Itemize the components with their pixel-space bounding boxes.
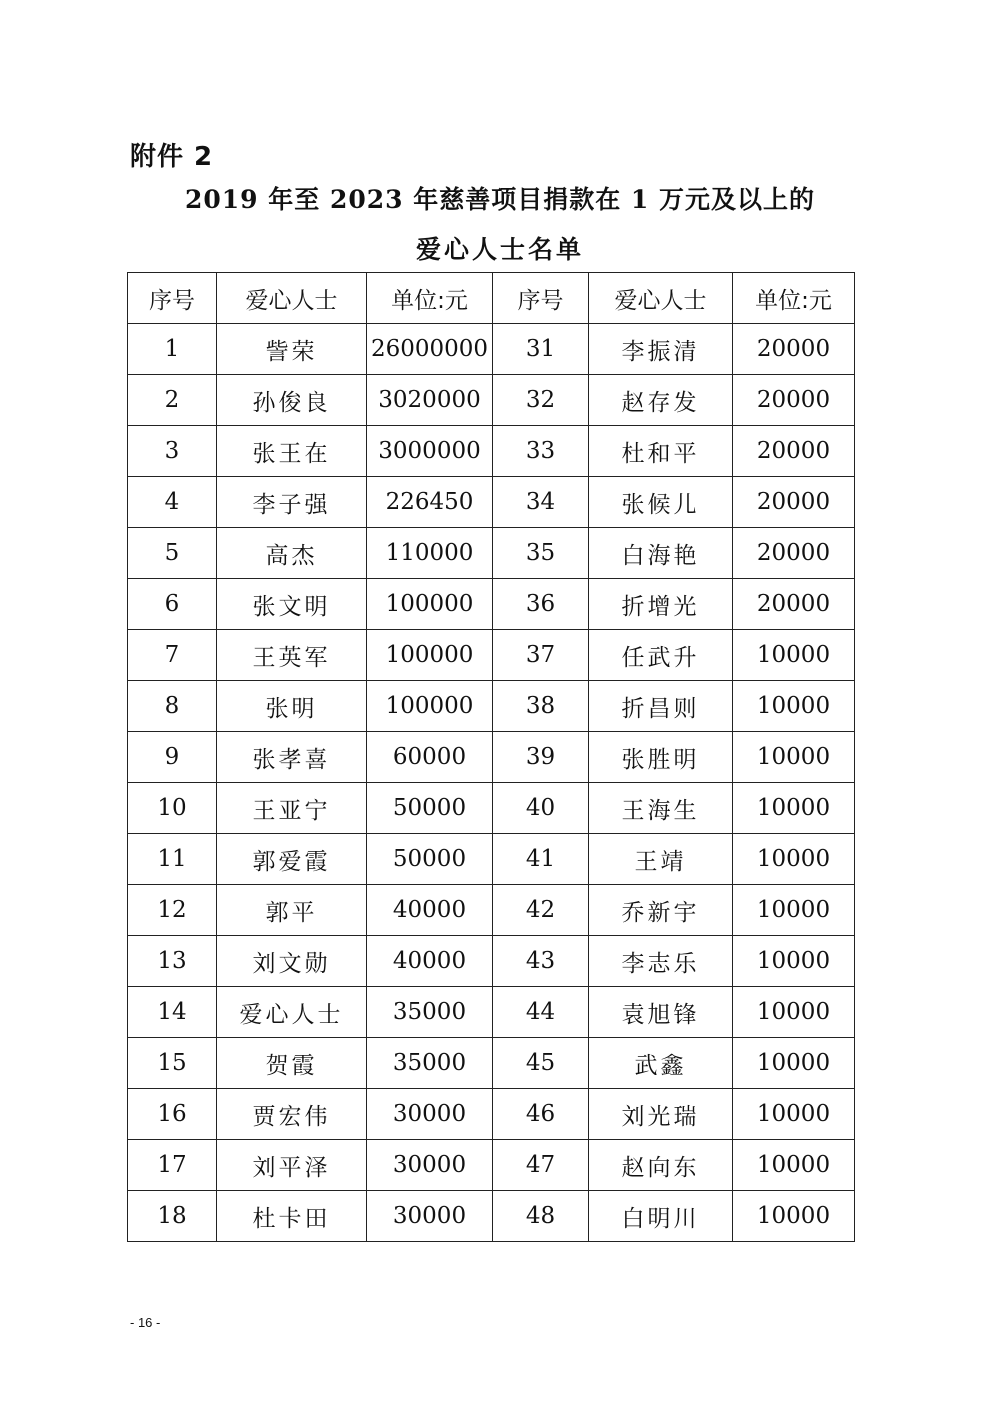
cell-donor-right: 赵存发 xyxy=(589,375,733,426)
cell-donor-left: 王亚宁 xyxy=(217,783,367,834)
cell-amount-left: 50000 xyxy=(367,834,493,885)
cell-index-left: 6 xyxy=(128,579,217,630)
cell-donor-right: 任武升 xyxy=(589,630,733,681)
cell-donor-left: 刘文勋 xyxy=(217,936,367,987)
header-donor-right: 爱心人士 xyxy=(589,273,733,324)
cell-amount-left: 100000 xyxy=(367,579,493,630)
cell-index-left: 13 xyxy=(128,936,217,987)
cell-amount-left: 40000 xyxy=(367,885,493,936)
cell-amount-right: 10000 xyxy=(733,732,855,783)
cell-index-right: 44 xyxy=(493,987,589,1038)
table-header-row xyxy=(128,273,855,324)
cell-index-right: 38 xyxy=(493,681,589,732)
cell-amount-left: 30000 xyxy=(367,1191,493,1242)
cell-amount-right: 10000 xyxy=(733,834,855,885)
cell-donor-left: 贾宏伟 xyxy=(217,1089,367,1140)
cell-amount-left: 35000 xyxy=(367,1038,493,1089)
cell-amount-right: 10000 xyxy=(733,1089,855,1140)
table-row xyxy=(128,1140,855,1191)
cell-index-left: 17 xyxy=(128,1140,217,1191)
cell-amount-right: 10000 xyxy=(733,1140,855,1191)
cell-donor-left: 刘平泽 xyxy=(217,1140,367,1191)
cell-donor-left: 王英军 xyxy=(217,630,367,681)
cell-amount-right: 10000 xyxy=(733,630,855,681)
cell-donor-right: 张胜明 xyxy=(589,732,733,783)
document-title-line1: 2019 年至 2023 年慈善项目捐款在 1 万元及以上的 xyxy=(184,185,816,214)
table-row xyxy=(128,987,855,1038)
cell-donor-right: 白明川 xyxy=(589,1191,733,1242)
table-row xyxy=(128,426,855,477)
table-row xyxy=(128,324,855,375)
cell-amount-right: 20000 xyxy=(733,579,855,630)
cell-donor-right: 乔新宇 xyxy=(589,885,733,936)
table-row xyxy=(128,783,855,834)
header-amount-left: 单位:元 xyxy=(367,273,493,324)
table-row xyxy=(128,1191,855,1242)
cell-index-left: 7 xyxy=(128,630,217,681)
table-row xyxy=(128,936,855,987)
header-amount-right: 单位:元 xyxy=(733,273,855,324)
cell-donor-left: 爱心人士 xyxy=(217,987,367,1038)
cell-amount-left: 100000 xyxy=(367,630,493,681)
table-row xyxy=(128,579,855,630)
cell-index-right: 40 xyxy=(493,783,589,834)
cell-amount-left: 110000 xyxy=(367,528,493,579)
cell-amount-right: 20000 xyxy=(733,375,855,426)
cell-index-left: 1 xyxy=(128,324,217,375)
cell-amount-left: 35000 xyxy=(367,987,493,1038)
cell-donor-left: 张明 xyxy=(217,681,367,732)
donor-table xyxy=(127,272,855,1242)
cell-amount-right: 10000 xyxy=(733,936,855,987)
cell-amount-left: 3000000 xyxy=(367,426,493,477)
cell-amount-right: 10000 xyxy=(733,783,855,834)
cell-amount-left: 226450 xyxy=(367,477,493,528)
cell-index-right: 37 xyxy=(493,630,589,681)
cell-amount-left: 30000 xyxy=(367,1140,493,1191)
cell-index-right: 42 xyxy=(493,885,589,936)
cell-amount-right: 20000 xyxy=(733,477,855,528)
cell-amount-right: 20000 xyxy=(733,324,855,375)
table-row xyxy=(128,681,855,732)
cell-index-right: 46 xyxy=(493,1089,589,1140)
cell-donor-right: 折增光 xyxy=(589,579,733,630)
cell-donor-right: 折昌则 xyxy=(589,681,733,732)
cell-amount-right: 10000 xyxy=(733,885,855,936)
cell-index-right: 43 xyxy=(493,936,589,987)
cell-index-left: 3 xyxy=(128,426,217,477)
cell-index-right: 35 xyxy=(493,528,589,579)
cell-amount-right: 10000 xyxy=(733,987,855,1038)
table-row xyxy=(128,1089,855,1140)
cell-donor-right: 袁旭锋 xyxy=(589,987,733,1038)
table-row xyxy=(128,1038,855,1089)
cell-index-left: 8 xyxy=(128,681,217,732)
table-row xyxy=(128,834,855,885)
cell-amount-right: 10000 xyxy=(733,681,855,732)
cell-donor-right: 赵向东 xyxy=(589,1140,733,1191)
cell-donor-right: 王靖 xyxy=(589,834,733,885)
cell-index-left: 14 xyxy=(128,987,217,1038)
header-index-right: 序号 xyxy=(493,273,589,324)
cell-donor-left: 訾荣 xyxy=(217,324,367,375)
cell-amount-right: 20000 xyxy=(733,426,855,477)
table-row xyxy=(128,375,855,426)
cell-amount-right: 10000 xyxy=(733,1038,855,1089)
cell-amount-left: 3020000 xyxy=(367,375,493,426)
cell-index-right: 39 xyxy=(493,732,589,783)
cell-donor-right: 李志乐 xyxy=(589,936,733,987)
cell-index-right: 45 xyxy=(493,1038,589,1089)
page-number: - 16 - xyxy=(130,1315,161,1330)
cell-index-right: 47 xyxy=(493,1140,589,1191)
cell-index-right: 48 xyxy=(493,1191,589,1242)
cell-index-left: 2 xyxy=(128,375,217,426)
cell-amount-left: 40000 xyxy=(367,936,493,987)
cell-index-left: 10 xyxy=(128,783,217,834)
cell-index-left: 18 xyxy=(128,1191,217,1242)
document-title-line2: 爱心人士名单 xyxy=(415,235,584,264)
cell-index-left: 5 xyxy=(128,528,217,579)
attachment-label: 附件 2 xyxy=(130,142,214,172)
cell-amount-right: 20000 xyxy=(733,528,855,579)
cell-index-left: 12 xyxy=(128,885,217,936)
cell-index-right: 32 xyxy=(493,375,589,426)
cell-donor-left: 贺霞 xyxy=(217,1038,367,1089)
table-row xyxy=(128,732,855,783)
cell-donor-left: 张孝喜 xyxy=(217,732,367,783)
cell-amount-left: 26000000 xyxy=(367,324,493,375)
cell-donor-right: 张候儿 xyxy=(589,477,733,528)
cell-amount-right: 10000 xyxy=(733,1191,855,1242)
cell-donor-left: 郭爱霞 xyxy=(217,834,367,885)
cell-donor-left: 张王在 xyxy=(217,426,367,477)
cell-index-right: 36 xyxy=(493,579,589,630)
cell-index-left: 9 xyxy=(128,732,217,783)
cell-amount-left: 30000 xyxy=(367,1089,493,1140)
table-row xyxy=(128,885,855,936)
cell-donor-right: 王海生 xyxy=(589,783,733,834)
cell-donor-left: 高杰 xyxy=(217,528,367,579)
cell-donor-left: 孙俊良 xyxy=(217,375,367,426)
table-row xyxy=(128,477,855,528)
cell-index-left: 15 xyxy=(128,1038,217,1089)
table-row xyxy=(128,630,855,681)
cell-index-left: 16 xyxy=(128,1089,217,1140)
cell-amount-left: 50000 xyxy=(367,783,493,834)
cell-index-right: 34 xyxy=(493,477,589,528)
cell-donor-right: 武鑫 xyxy=(589,1038,733,1089)
cell-amount-left: 100000 xyxy=(367,681,493,732)
cell-index-left: 4 xyxy=(128,477,217,528)
header-index-left: 序号 xyxy=(128,273,217,324)
cell-donor-right: 杜和平 xyxy=(589,426,733,477)
cell-index-right: 41 xyxy=(493,834,589,885)
table-row xyxy=(128,528,855,579)
cell-donor-left: 李子强 xyxy=(217,477,367,528)
cell-donor-right: 李振清 xyxy=(589,324,733,375)
cell-amount-left: 60000 xyxy=(367,732,493,783)
cell-donor-right: 白海艳 xyxy=(589,528,733,579)
cell-index-right: 33 xyxy=(493,426,589,477)
cell-donor-right: 刘光瑞 xyxy=(589,1089,733,1140)
cell-index-left: 11 xyxy=(128,834,217,885)
cell-donor-left: 郭平 xyxy=(217,885,367,936)
cell-donor-left: 张文明 xyxy=(217,579,367,630)
header-donor-left: 爱心人士 xyxy=(217,273,367,324)
cell-index-right: 31 xyxy=(493,324,589,375)
cell-donor-left: 杜卡田 xyxy=(217,1191,367,1242)
